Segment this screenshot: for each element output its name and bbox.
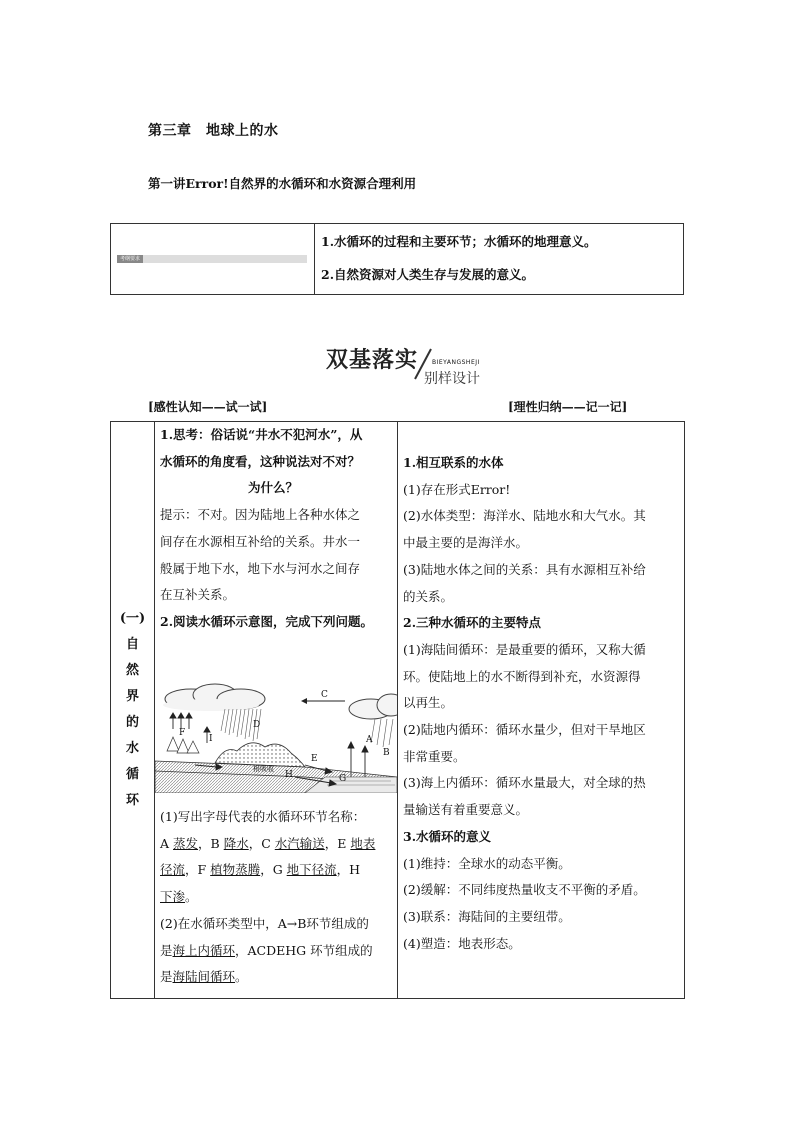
hills bbox=[215, 743, 305, 767]
left-cell-top bbox=[160, 422, 396, 636]
answer-ocean-cycle: 海上内循环 bbox=[172, 942, 236, 958]
banner-main: 双基落实 bbox=[326, 348, 419, 373]
right-column-header: [理性归纳——记一记] bbox=[508, 400, 628, 414]
right-line: 环。使陆地上的水不断得到补充，水资源得 bbox=[403, 668, 641, 684]
column-line-2 bbox=[397, 422, 398, 998]
sub-question-2-line-2 bbox=[160, 938, 396, 965]
right-line: (3)海上内循环：循环水量最大，对全球的热 bbox=[403, 775, 646, 791]
answer-precipitation: 降水 bbox=[223, 835, 249, 851]
answer-surface-runoff-2: 径流 bbox=[160, 862, 186, 878]
right-line: 以再生。 bbox=[403, 695, 454, 711]
label-i: I bbox=[209, 734, 213, 744]
answer-line-1 bbox=[160, 831, 396, 858]
sub-question-2-line-1: (2)在水循环类型中，A→B环节组成的 bbox=[160, 915, 369, 931]
answer-transpiration: 植物蒸腾 bbox=[210, 862, 261, 878]
right-line: 量输送有着重要意义。 bbox=[403, 802, 529, 818]
answer-infiltration: 下渗 bbox=[160, 889, 186, 905]
question-1-line-2: 水循环的角度看，这种说法对不对？ bbox=[160, 453, 361, 469]
right-line: 中最主要的是海洋水。 bbox=[403, 535, 529, 551]
right-line: (1)海陆间循环：是最重要的循环，又称大循 bbox=[403, 641, 646, 657]
label-h: H bbox=[285, 770, 293, 780]
right-line: (2)缓解：不同纬度热量收支不平衡的矛盾。 bbox=[403, 882, 646, 898]
side-label bbox=[111, 606, 154, 814]
answer-evaporation: 蒸发 bbox=[173, 835, 199, 851]
answer-label: ，G bbox=[260, 862, 287, 878]
side-char: 自 bbox=[125, 637, 139, 652]
answer-label: ，E bbox=[324, 835, 351, 851]
answer-punct: 。 bbox=[235, 969, 248, 985]
label-e: E bbox=[311, 754, 318, 764]
answer-surface-runoff-1: 地表 bbox=[350, 835, 376, 851]
lesson-title: 第一讲Error!自然界的水循环和水资源合理利用 bbox=[148, 176, 417, 191]
objective-item-1: 1.水循环的过程和主要环节；水循环的地理意义。 bbox=[321, 234, 597, 249]
right-heading-1: 1.相互联系的水体 bbox=[403, 455, 504, 470]
answer-punct: 。 bbox=[185, 889, 198, 905]
land-cloud bbox=[163, 684, 265, 711]
right-line: (4)塑造：地表形态。 bbox=[403, 935, 521, 951]
answer-label: 是 bbox=[160, 942, 173, 958]
banner-sub: 别样设计 bbox=[424, 371, 480, 387]
left-column-header: [感性认知——试一试] bbox=[148, 400, 268, 414]
water-cycle-diagram bbox=[155, 681, 397, 793]
sub-question-1: (1)写出字母代表的水循环环节名称： bbox=[160, 809, 366, 824]
right-heading-2: 2.三种水循环的主要特点 bbox=[403, 615, 542, 631]
label-g: G bbox=[339, 774, 347, 784]
answer-label: ，H bbox=[336, 862, 361, 878]
chapter-title: 第三章 地球上的水 bbox=[148, 123, 279, 139]
right-cell bbox=[403, 450, 683, 957]
label-b: B bbox=[383, 748, 390, 758]
label-f: F bbox=[179, 728, 186, 738]
hint-line-2: 间存在水源相互补给的关系。井水一 bbox=[160, 533, 361, 549]
right-heading-3: 3.水循环的意义 bbox=[403, 828, 492, 844]
right-line: (1)存在形式Error! bbox=[403, 481, 511, 497]
hint-line-4: 在互补关系。 bbox=[160, 587, 236, 603]
answer-label: A bbox=[160, 835, 174, 851]
objectives-label-bar bbox=[117, 255, 307, 263]
right-line: (2)水体类型：海洋水、陆地水和大气水。其 bbox=[403, 508, 646, 524]
right-line: 非常重要。 bbox=[403, 748, 466, 764]
right-line: 的关系。 bbox=[403, 588, 454, 604]
hint-line-3: 般属于地下水，地下水与河水之间存 bbox=[160, 560, 361, 576]
answer-underground-runoff: 地下径流 bbox=[286, 862, 337, 878]
objectives-tag: 考纲要求 bbox=[117, 255, 143, 263]
transpiration-arrows bbox=[170, 713, 210, 743]
answer-label: ，F bbox=[185, 862, 211, 878]
answer-label: ，ACDEHG 环节组成的 bbox=[235, 942, 373, 958]
sea-cloud bbox=[349, 694, 397, 719]
right-line: (1)维持：全球水的动态平衡。 bbox=[403, 855, 571, 871]
question-1-line-1: 1.思考：俗话说“井水不犯河水”，从 bbox=[160, 427, 363, 442]
label-d: D bbox=[253, 720, 261, 730]
label-a: A bbox=[366, 735, 373, 745]
question-2: 2.阅读水循环示意图，完成下列问题。 bbox=[160, 613, 374, 629]
answer-label: ，B bbox=[198, 835, 224, 851]
section-banner bbox=[326, 343, 506, 387]
side-char: 的 bbox=[125, 715, 139, 730]
answer-line-3 bbox=[160, 884, 396, 911]
side-char: 环 bbox=[125, 793, 139, 808]
side-char: 界 bbox=[125, 689, 139, 704]
objective-item-2: 2.自然资源对人类生存与发展的意义。 bbox=[321, 267, 535, 282]
answer-vapor-transport: 水汽输送 bbox=[274, 835, 325, 851]
label-c: C bbox=[321, 690, 328, 700]
right-line: (3)陆地水体之间的关系：具有水源相互补给 bbox=[403, 561, 646, 577]
side-char: (一) bbox=[119, 611, 146, 626]
answer-label: 是 bbox=[160, 969, 173, 985]
hint-line-1: 提示：不对。因为陆地上各种水体之 bbox=[160, 507, 361, 523]
side-char: 循 bbox=[125, 767, 139, 782]
objectives-table bbox=[110, 223, 684, 295]
banner-pinyin: BIEYANGSHEJI bbox=[432, 359, 480, 366]
left-cell-bottom bbox=[160, 804, 396, 991]
question-1-line-3: 为什么？ bbox=[248, 480, 299, 496]
answer-sea-land-cycle: 海陆间循环 bbox=[172, 969, 236, 985]
answer-label: ，C bbox=[248, 835, 275, 851]
answer-line-2 bbox=[160, 857, 396, 884]
side-char: 然 bbox=[125, 663, 139, 678]
table-divider bbox=[314, 224, 315, 294]
side-char: 水 bbox=[125, 741, 139, 756]
sub-question-2-line-3 bbox=[160, 964, 396, 991]
trees bbox=[167, 737, 199, 753]
right-line: (2)陆地内循环：循环水量少，但对干旱地区 bbox=[403, 722, 646, 738]
label-root-absorb: 根吸收 bbox=[253, 765, 274, 773]
right-line: (3)联系：海陆间的主要纽带。 bbox=[403, 908, 571, 924]
